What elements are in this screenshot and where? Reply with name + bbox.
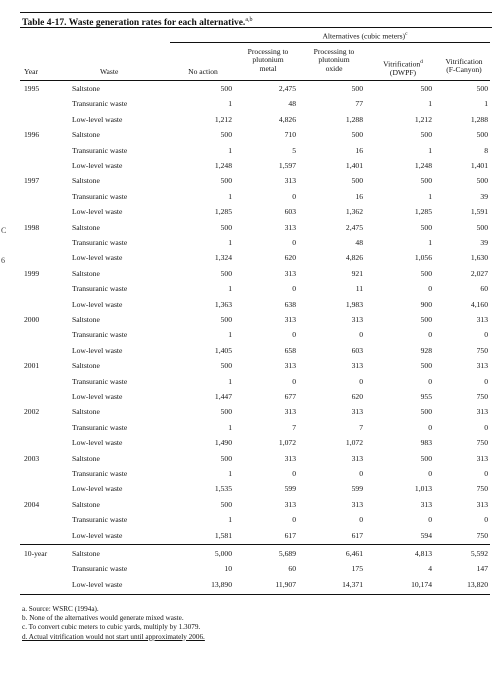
header-pu-metal-line1: Processing to [247, 47, 289, 56]
table-title [20, 12, 492, 28]
row-waste-type: Transuranic waste [72, 145, 128, 155]
table-row [20, 112, 490, 127]
table-row [20, 374, 490, 389]
header-vitr-dwpf [370, 58, 436, 77]
row-value: 599 [351, 484, 363, 494]
row-value: 1 [228, 422, 232, 432]
row-value: 1 [484, 99, 488, 109]
row-value: 4,160 [470, 299, 488, 309]
row-value: 313 [284, 268, 296, 278]
row-value: 1,072 [345, 438, 363, 448]
row-waste-type: Transuranic waste [72, 99, 128, 109]
row-value: 11,907 [275, 579, 296, 589]
row-value: 1,324 [214, 253, 232, 263]
row-waste-type: Transuranic waste [72, 191, 128, 201]
row-value: 500 [476, 84, 488, 93]
row-value: 620 [284, 253, 296, 263]
header-vitr-fcanyon-line2: (F-Canyon) [446, 65, 482, 75]
header-pu-oxide-line3: oxide [325, 63, 343, 73]
row-value: 1 [228, 99, 232, 109]
row-value: 16 [355, 191, 363, 201]
row-value: 60 [288, 564, 296, 574]
header-pu-oxide-line1: Processing to [313, 47, 355, 56]
row-value: 1,363 [214, 299, 232, 309]
row-value: 900 [420, 299, 432, 309]
table-row [20, 481, 490, 496]
row-value: 500 [220, 453, 232, 463]
alternatives-header [240, 31, 490, 41]
row-value: 77 [355, 99, 363, 109]
row-value: 313 [284, 222, 296, 232]
row-value: 500 [220, 499, 232, 509]
table-row [20, 561, 490, 576]
margin-mark-1: C [1, 226, 7, 235]
row-value: 1,490 [214, 438, 232, 448]
row-year: 2003 [24, 453, 40, 463]
header-pu-oxide [302, 48, 366, 73]
row-value: 16 [355, 145, 363, 155]
alternatives-rule [170, 42, 490, 43]
row-value: 500 [351, 130, 363, 140]
row-value: 313 [284, 315, 296, 324]
row-value: 500 [220, 222, 232, 232]
row-waste-type: Low-level waste [72, 345, 123, 355]
alternatives-header-text: Alternatives (cubic meters) [322, 31, 406, 41]
row-value: 1,447 [214, 392, 232, 401]
row-year: 2002 [24, 407, 40, 417]
row-value: 599 [284, 484, 296, 494]
row-waste-type: Low-level waste [72, 392, 123, 401]
row-value: 11 [355, 284, 363, 294]
table-row [20, 127, 490, 142]
row-value: 6,461 [345, 549, 363, 558]
row-value: 0 [484, 330, 488, 340]
row-value: 750 [476, 345, 488, 355]
table-row [20, 312, 490, 327]
row-value: 0 [292, 515, 296, 525]
row-value: 1,597 [278, 161, 296, 170]
row-value: 313 [476, 361, 488, 371]
row-waste-type: Saltstone [72, 361, 100, 371]
table-row [20, 343, 490, 358]
row-value: 13,890 [211, 579, 232, 589]
row-value: 2,475 [345, 222, 363, 232]
row-value: 313 [351, 315, 363, 324]
row-value: 0 [484, 376, 488, 386]
row-value: 313 [284, 407, 296, 417]
row-waste-type: Saltstone [72, 130, 100, 140]
row-value: 603 [284, 207, 296, 217]
row-year: 2000 [24, 315, 40, 324]
row-value: 500 [476, 176, 488, 186]
row-year: 1997 [24, 176, 40, 186]
row-value: 750 [476, 530, 488, 540]
row-value: 5,592 [470, 549, 488, 558]
table-row [20, 81, 490, 96]
table-row [20, 451, 490, 466]
row-value: 13,820 [467, 579, 488, 589]
row-value: 0 [428, 376, 432, 386]
row-value: 313 [284, 499, 296, 509]
row-waste-type: Transuranic waste [72, 469, 128, 478]
row-year: 2004 [24, 499, 40, 509]
row-value: 603 [351, 345, 363, 355]
row-value: 147 [476, 564, 488, 574]
row-year: 1995 [24, 84, 40, 93]
row-value: 1,212 [414, 114, 432, 124]
table-row [20, 466, 490, 481]
table-row [20, 435, 490, 450]
table-title-text: Table 4-17. Waste generation rates for each alternative. [22, 18, 246, 29]
row-value: 313 [284, 176, 296, 186]
row-value: 313 [476, 315, 488, 324]
table-row [20, 497, 490, 512]
row-value: 0 [292, 284, 296, 294]
row-value: 1,248 [414, 161, 432, 170]
row-value: 0 [292, 238, 296, 247]
row-value: 1 [228, 515, 232, 525]
table-row [20, 250, 490, 265]
row-value: 8 [484, 145, 488, 155]
header-pu-metal-line2: plutonium [252, 55, 284, 65]
note-c: c. To convert cubic meters to cubic yards, multiply by 1.3079. [22, 623, 201, 632]
row-value: 0 [359, 469, 363, 478]
row-waste-type: Low-level waste [72, 161, 123, 170]
row-value: 0 [428, 330, 432, 340]
row-value: 0 [292, 330, 296, 340]
row-waste-type: Saltstone [72, 222, 100, 232]
table-notes [22, 605, 205, 642]
row-value: 1,285 [214, 207, 232, 217]
row-value: 500 [420, 222, 432, 232]
row-waste-type: Saltstone [72, 315, 100, 324]
header-pu-metal [236, 48, 300, 73]
table-bottom-rule [20, 594, 490, 595]
header-vitr-fcanyon-line1: Vitrification [445, 57, 483, 66]
row-value: 0 [484, 469, 488, 478]
margin-mark-2: 6 [1, 256, 5, 265]
table-row [20, 96, 490, 111]
row-value: 313 [420, 499, 432, 509]
row-waste-type: Transuranic waste [72, 238, 128, 247]
row-value: 500 [220, 176, 232, 186]
row-value: 313 [351, 361, 363, 371]
row-value: 313 [284, 453, 296, 463]
row-value: 710 [284, 130, 296, 140]
row-waste-type: Low-level waste [72, 438, 123, 448]
alternatives-header-sup: c [405, 31, 408, 37]
row-year: 1998 [24, 222, 40, 232]
row-value: 921 [351, 268, 363, 278]
row-year: 1999 [24, 268, 40, 278]
table-row [20, 358, 490, 373]
row-value: 1,288 [470, 114, 488, 124]
table-row [20, 220, 490, 235]
row-value: 313 [476, 453, 488, 463]
row-value: 1,212 [214, 114, 232, 124]
row-value: 1,591 [470, 207, 488, 217]
waste-table [20, 12, 490, 589]
row-value: 5 [292, 145, 296, 155]
row-value: 500 [420, 176, 432, 186]
row-value: 2,027 [470, 268, 488, 278]
row-value: 5,000 [214, 549, 232, 558]
row-value: 39 [480, 191, 488, 201]
row-value: 750 [476, 392, 488, 401]
row-waste-type: Transuranic waste [72, 330, 128, 340]
row-year: 2001 [24, 361, 40, 371]
row-value: 1 [428, 238, 432, 247]
row-value: 48 [355, 238, 363, 247]
row-value: 1 [228, 145, 232, 155]
header-vitr-dwpf-line2: (DWPF) [389, 67, 417, 77]
row-value: 500 [420, 84, 432, 93]
row-value: 500 [220, 361, 232, 371]
row-value: 0 [484, 422, 488, 432]
table-row [20, 173, 490, 188]
row-value: 0 [292, 376, 296, 386]
row-value: 0 [428, 469, 432, 478]
row-value: 2,475 [278, 84, 296, 93]
row-value: 500 [220, 268, 232, 278]
row-year: 10-year [24, 549, 48, 558]
row-value: 983 [420, 438, 432, 448]
row-value: 0 [428, 284, 432, 294]
table-row [20, 512, 490, 527]
row-value: 10,174 [411, 579, 432, 589]
row-value: 5,689 [278, 549, 296, 558]
table-title-sup: a,b [245, 17, 253, 23]
table-row [20, 189, 490, 204]
row-value: 500 [420, 130, 432, 140]
row-value: 1,535 [214, 484, 232, 494]
row-value: 39 [480, 238, 488, 247]
row-value: 500 [420, 361, 432, 371]
row-waste-type: Transuranic waste [72, 564, 128, 574]
row-value: 313 [476, 407, 488, 417]
row-value: 500 [351, 84, 363, 93]
row-value: 0 [359, 515, 363, 525]
row-value: 10 [224, 564, 232, 574]
note-b: b. None of the alternatives would generate mixed waste. [22, 614, 184, 623]
row-value: 14,371 [342, 579, 363, 589]
table-row [20, 546, 490, 561]
row-waste-type: Transuranic waste [72, 422, 128, 432]
row-waste-type: Low-level waste [72, 253, 123, 263]
row-value: 313 [351, 407, 363, 417]
row-value: 1,362 [345, 207, 363, 217]
row-value: 500 [420, 453, 432, 463]
row-value: 500 [420, 268, 432, 278]
row-value: 0 [359, 376, 363, 386]
header-vitr-fcanyon [438, 58, 490, 75]
row-value: 0 [428, 422, 432, 432]
table-row [20, 143, 490, 158]
row-value: 1 [228, 469, 232, 478]
row-waste-type: Transuranic waste [72, 515, 128, 525]
row-value: 500 [420, 407, 432, 417]
table-row [20, 528, 490, 543]
totals-divider [20, 544, 490, 545]
row-waste-type: Saltstone [72, 549, 100, 558]
row-value: 1,285 [414, 207, 432, 217]
row-value: 313 [476, 499, 488, 509]
row-value: 500 [476, 222, 488, 232]
row-value: 1,072 [278, 438, 296, 448]
row-year: 1996 [24, 130, 40, 140]
row-value: 750 [476, 438, 488, 448]
table-row [20, 577, 490, 592]
row-value: 1,983 [345, 299, 363, 309]
row-waste-type: Low-level waste [72, 484, 123, 494]
row-value: 617 [351, 530, 363, 540]
row-value: 7 [359, 422, 363, 432]
row-value: 1,401 [470, 161, 488, 170]
row-value: 638 [284, 299, 296, 309]
row-waste-type: Low-level waste [72, 114, 123, 124]
row-value: 500 [220, 84, 232, 93]
row-value: 500 [476, 130, 488, 140]
table-row [20, 235, 490, 250]
row-value: 1,405 [214, 345, 232, 355]
row-value: 1,630 [470, 253, 488, 263]
row-value: 1,581 [214, 530, 232, 540]
row-value: 60 [480, 284, 488, 294]
table-row [20, 389, 490, 404]
row-value: 313 [284, 361, 296, 371]
header-pu-metal-line3: metal [259, 63, 277, 73]
row-value: 1,401 [345, 161, 363, 170]
table-row [20, 404, 490, 419]
header-vitr-dwpf-text: Vitrification [383, 59, 421, 69]
row-value: 0 [484, 515, 488, 525]
row-value: 0 [292, 191, 296, 201]
table-row [20, 266, 490, 281]
row-value: 617 [284, 530, 296, 540]
header-pu-oxide-line2: plutonium [318, 55, 350, 65]
row-waste-type: Low-level waste [72, 530, 123, 540]
row-value: 620 [351, 392, 363, 401]
row-value: 0 [428, 515, 432, 525]
row-waste-type: Saltstone [72, 176, 100, 186]
row-value: 500 [220, 130, 232, 140]
table-row [20, 158, 490, 173]
row-value: 1 [228, 376, 232, 386]
table-header [20, 28, 490, 81]
row-value: 928 [420, 345, 432, 355]
row-waste-type: Saltstone [72, 407, 100, 417]
note-a: a. Source: WSRC (1994a). [22, 605, 99, 613]
row-value: 1 [428, 191, 432, 201]
row-waste-type: Low-level waste [72, 299, 123, 309]
row-waste-type: Saltstone [72, 268, 100, 278]
row-value: 658 [284, 345, 296, 355]
row-value: 4,826 [345, 253, 363, 263]
row-value: 4 [428, 564, 432, 574]
row-value: 1,056 [414, 253, 432, 263]
row-value: 500 [351, 176, 363, 186]
row-waste-type: Transuranic waste [72, 284, 128, 294]
row-value: 1 [428, 99, 432, 109]
table-row [20, 204, 490, 219]
table-row [20, 420, 490, 435]
table-row [20, 297, 490, 312]
table-row [20, 281, 490, 296]
row-value: 1 [428, 145, 432, 155]
row-value: 7 [292, 422, 296, 432]
row-value: 48 [288, 99, 296, 109]
row-value: 1 [228, 191, 232, 201]
note-d: d. Actual vitrification would not start until approximately 2006. [22, 632, 205, 641]
row-value: 955 [420, 392, 432, 401]
row-value: 175 [351, 564, 363, 574]
row-value: 1,013 [414, 484, 432, 494]
row-value: 1 [228, 238, 232, 247]
row-value: 4,826 [278, 114, 296, 124]
row-value: 0 [359, 330, 363, 340]
row-value: 750 [476, 484, 488, 494]
row-value: 313 [351, 453, 363, 463]
row-value: 1,248 [214, 161, 232, 170]
row-waste-type: Saltstone [72, 499, 100, 509]
row-waste-type: Low-level waste [72, 207, 123, 217]
row-value: 1 [228, 330, 232, 340]
row-value: 500 [220, 315, 232, 324]
row-waste-type: Saltstone [72, 453, 100, 463]
row-value: 594 [420, 530, 432, 540]
row-waste-type: Low-level waste [72, 579, 123, 589]
row-value: 677 [284, 392, 296, 401]
row-waste-type: Saltstone [72, 84, 100, 93]
header-waste: Waste [100, 67, 119, 76]
table-row [20, 327, 490, 342]
row-value: 0 [292, 469, 296, 478]
row-value: 4,813 [414, 549, 432, 558]
row-value: 500 [220, 407, 232, 417]
row-value: 313 [351, 499, 363, 509]
header-vitr-dwpf-sup: d [420, 59, 423, 65]
row-value: 1 [228, 284, 232, 294]
row-value: 1,288 [345, 114, 363, 124]
header-no-action: No action [188, 67, 218, 76]
row-value: 500 [420, 315, 432, 324]
header-year: Year [24, 67, 38, 76]
row-waste-type: Transuranic waste [72, 376, 128, 386]
